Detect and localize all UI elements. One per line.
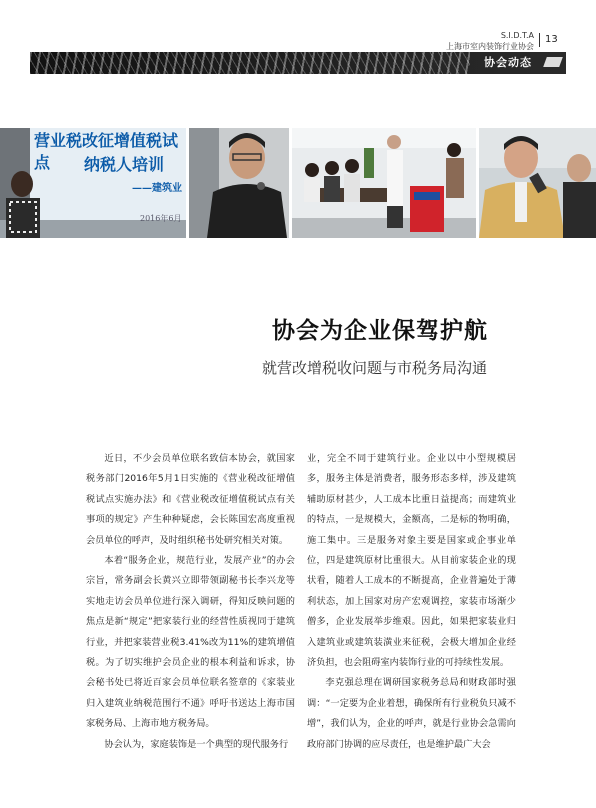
paragraph: 业，完全不同于建筑行业。企业以中小型规模居多，服务主体是消费者，服务形态多样，涉及建筑辅助原材甚少，人工成本比重日益提高；而建筑业的特点，一是规模大，金额高，二是标的物明确，施工集中。三是服务对象主要是国家或企事业单位，四是建筑原材比重很大。从目前家装企业的现状看，随着人工成本的不断提高，企业普遍处于薄利状态，加上国家对房产宏观调控，家装市场渐少僧多，企业发展举步维艰。因此，如果把家装业归入建筑业或建筑装潢业来征税，会极大增加企业经济负担，也会阻碍室内装饰行业的可持续性发展。 xyxy=(307,453,516,669)
photo-training-slide xyxy=(0,128,186,238)
article-column-left xyxy=(86,449,295,755)
slide-date: 2016年6月 xyxy=(140,214,182,223)
photo-speaker-director xyxy=(479,128,596,238)
article-title: 协会为企业保驾护航 xyxy=(272,317,488,344)
photo-meeting-room xyxy=(292,128,476,238)
header-org-en: S.I.D.T.A xyxy=(500,31,534,40)
photo-speaker-man xyxy=(189,128,289,238)
section-label: 协会动态 xyxy=(484,56,532,69)
paragraph: 近日，不少会员单位联名致信本协会，就国家税务部门2016年5月1日实施的《营业税改征增值税试点实施办法》和《营业税改征增值税试点有关事项的规定》产生种种疑虑，会长陈国宏高度重视会员单位的呼声，及时组织秘书处研究相关对策。 xyxy=(86,453,295,546)
slide-sector: ——建筑业 xyxy=(132,183,182,194)
running-header xyxy=(446,30,534,52)
paragraph: 协会认为，家庭装饰是一个典型的现代服务行 xyxy=(104,738,289,750)
header-org-cn: 上海市室内装饰行业协会 xyxy=(446,42,534,51)
slide-subtitle: 纳税人培训 xyxy=(84,155,165,174)
page-number: 13 xyxy=(539,33,558,47)
article-column-right xyxy=(307,449,516,755)
slide-title: 营业税改征增值税试点 xyxy=(34,131,179,172)
paragraph: 李克强总理在调研国家税务总局和财政部时强调：“一定要为企业着想，确保所有行业税负只减不增”，我们认为，企业的呼声，就是行业协会急需向政府部门协调的应尽责任，也是维护最广大会 xyxy=(307,677,516,750)
banner-texture xyxy=(30,52,470,74)
paragraph: 本着“服务企业，规范行业，发展产业”的办会宗旨，常务副会长黄兴立即带领副秘书长李兴龙等实地走访会员单位进行深入调研，得知反映问题的焦点是新“规定”把家装行业的经营性质视同于建筑行业，并把家装营业税3.41%改为11%的建筑增值税。为了切实维护会员企业的根本利益和诉求，协会秘书处已将近百家会员单位联名签章的《家装业归入建筑业纳税范围行不通》呼吁书送达上海市国家税务局、上海市地方税务局。 xyxy=(86,555,295,730)
article-subtitle: 就营改增税收问题与市税务局沟通 xyxy=(262,359,488,377)
